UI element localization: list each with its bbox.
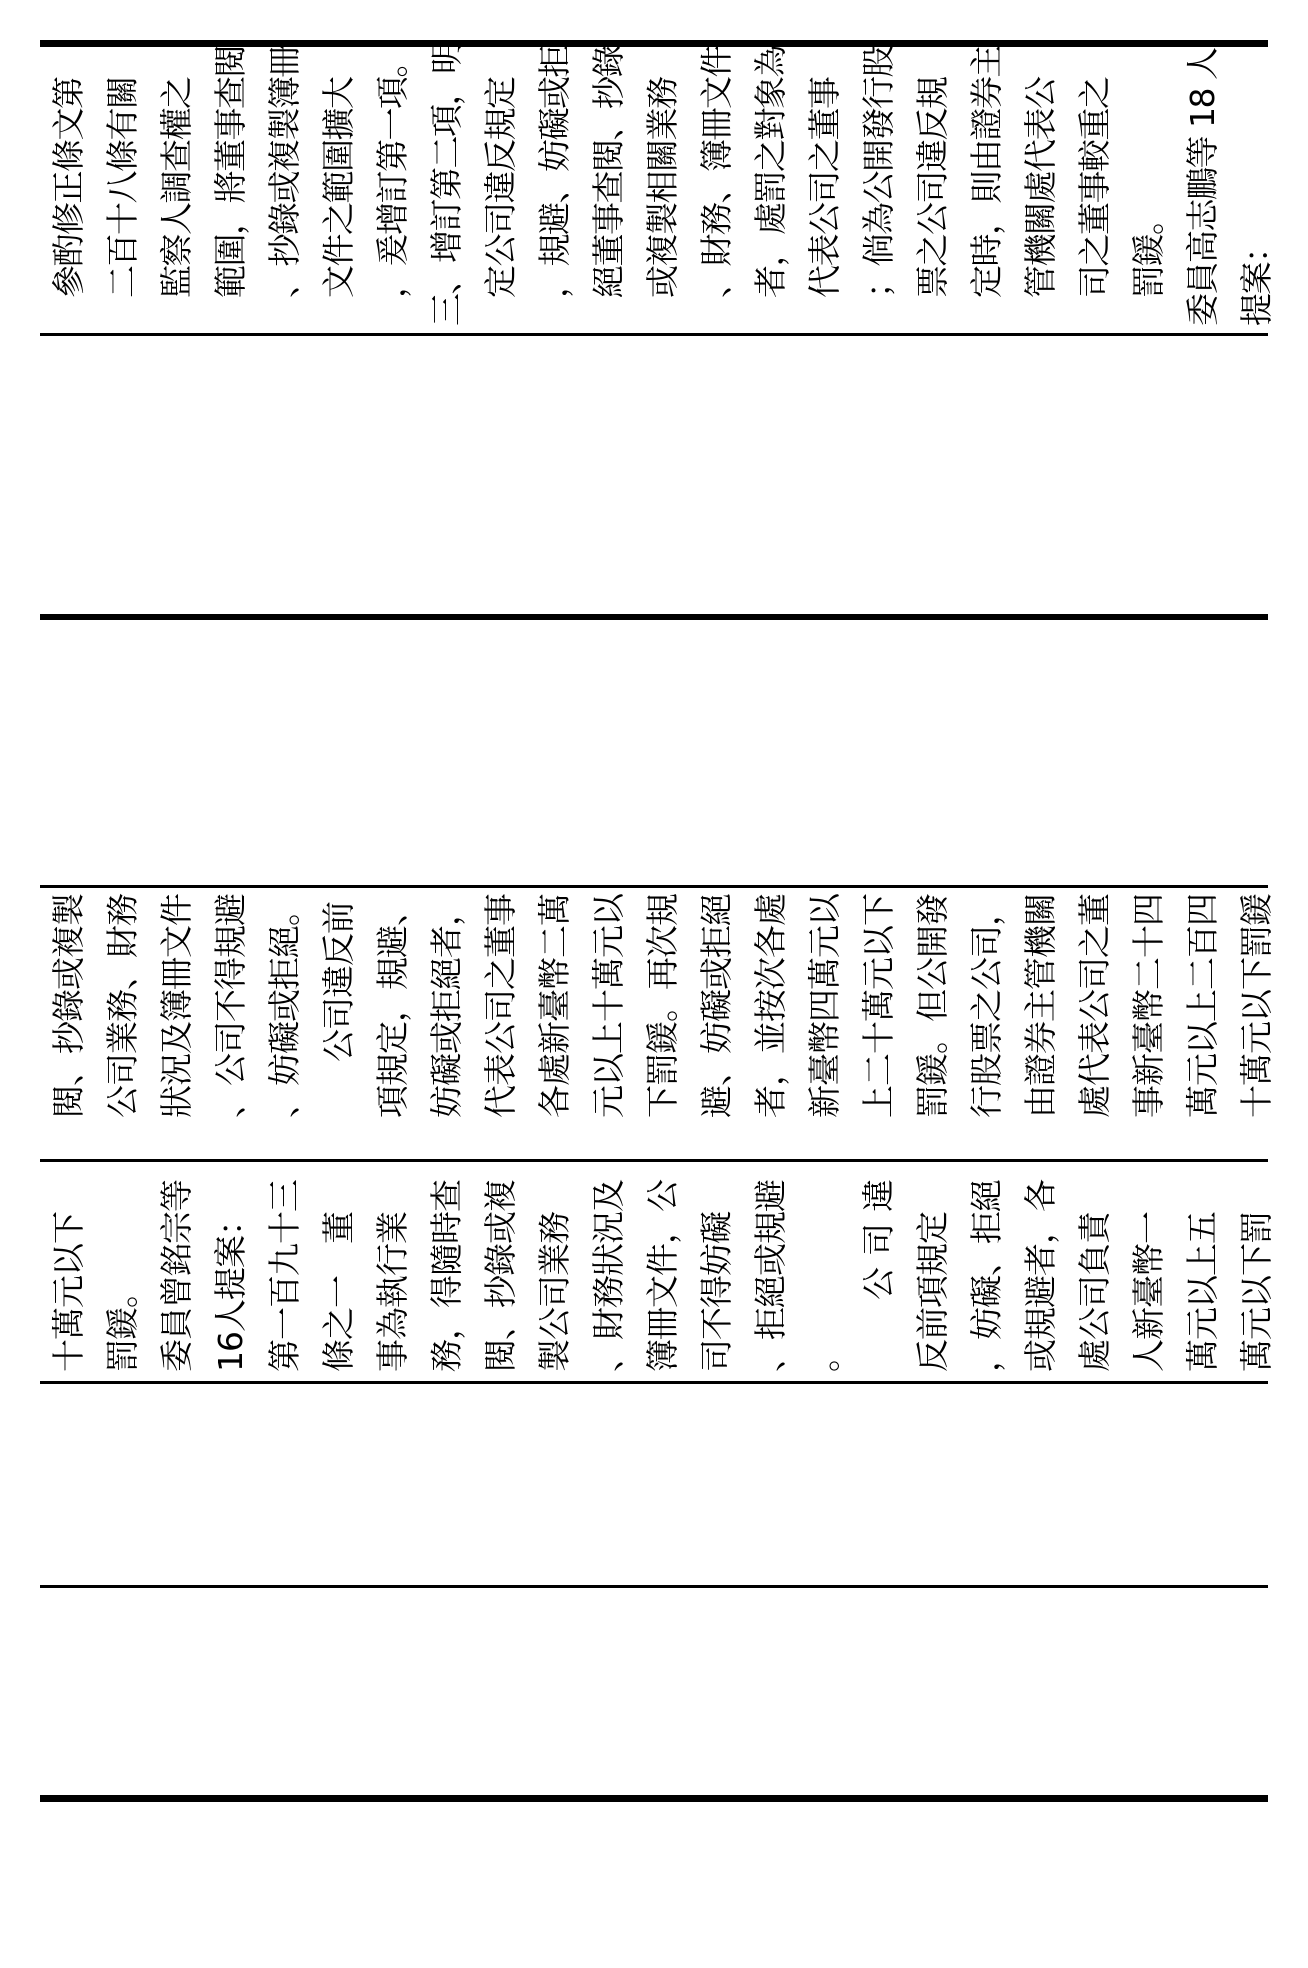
text-line: 上二十萬元以下 <box>859 894 898 1118</box>
table-rule-col-3 <box>40 1159 1268 1162</box>
text-line: ；倘為公開發行股 <box>859 46 898 298</box>
column-explanation <box>42 44 1284 326</box>
text-line: 、財務狀況及 <box>589 1180 628 1372</box>
table-rule-col-1 <box>40 1585 1268 1588</box>
text-line: 項規定，規避、 <box>373 894 412 1118</box>
column-proposal-tseng-ming-tsung <box>42 1166 1284 1372</box>
text-line: 避、妨礙或拒絕 <box>697 894 736 1118</box>
text-line: 製公司業務 <box>535 1212 574 1372</box>
text-line: 代表公司之董事 <box>805 77 844 298</box>
text-line: 罰鍰。但公開發 <box>913 894 952 1118</box>
text-line: 者，處罰之對象為 <box>751 46 790 298</box>
text-line: 處代表公司之董 <box>1075 894 1114 1118</box>
column-proposal-article-text <box>42 892 1284 1118</box>
text-line: 代表公司之董事 <box>481 894 520 1118</box>
text-line: ，規避、妨礙或拒 <box>535 46 574 298</box>
text-line: 16人提案： <box>211 1204 250 1372</box>
text-line: 妨礙或拒絕者， <box>427 894 466 1118</box>
text-line: 三、增訂第二項，明 <box>427 42 466 326</box>
table-rule-col-4 <box>40 885 1268 888</box>
text-line: 委員高志鵬等 18 人 <box>1183 48 1222 326</box>
text-line: 下罰鍰。再次規 <box>643 894 682 1118</box>
text-line: 司不得妨礙 <box>697 1212 736 1372</box>
text-line: 務，得隨時查 <box>427 1180 466 1372</box>
text-line: 公司違反前 <box>319 902 358 1062</box>
text-line: 監察人調查權之 <box>157 77 196 298</box>
text-line: 。 <box>805 1340 844 1372</box>
text-line: 萬元以下罰 <box>1237 1212 1276 1372</box>
text-line: 十萬元以下 <box>49 1212 88 1372</box>
text-line: 各處新臺幣二萬 <box>535 894 574 1118</box>
text-line: 簿冊文件，公 <box>643 1180 682 1372</box>
text-line: 人新臺幣一 <box>1129 1212 1168 1372</box>
text-line: 閱、抄錄或複 <box>481 1180 520 1372</box>
text-line: 文件之範圍擴大 <box>319 77 358 298</box>
text-line: 管機關處代表公 <box>1021 77 1060 298</box>
text-line: 、拒絕或規避 <box>751 1180 790 1372</box>
text-line: 萬元以上二百四 <box>1183 894 1222 1118</box>
text-line: 由證券主管機關 <box>1021 894 1060 1118</box>
text-line: 條之一 董 <box>319 1212 358 1372</box>
text-line: 司之董事較重之 <box>1075 77 1114 298</box>
text-line: 新臺幣四萬元以 <box>805 894 844 1118</box>
text-line: 提案： <box>1237 231 1276 326</box>
text-line: 狀況及簿冊文件 <box>157 894 196 1118</box>
text-line: 事為執行業 <box>373 1212 412 1372</box>
text-line: 票之公司違反規 <box>913 77 952 298</box>
text-line: 公司違 <box>859 1168 898 1300</box>
text-line: 處公司負責 <box>1075 1212 1114 1372</box>
table-rule-middle-thick <box>40 614 1268 620</box>
text-line: 參酌修正條文第 <box>49 77 88 298</box>
text-line: 範圍，將董事查閱 <box>211 46 250 298</box>
text-line: 閱、抄錄或複製 <box>49 894 88 1118</box>
text-line: 事新臺幣二十四 <box>1129 894 1168 1118</box>
text-line: 定時，則由證券主 <box>967 46 1006 298</box>
table-border-left-thick <box>40 1795 1268 1802</box>
text-line: ，妨礙、拒絕 <box>967 1180 1006 1372</box>
table-rule-col-2 <box>40 1381 1268 1384</box>
text-line: ，爰增訂第一項。 <box>373 46 412 298</box>
text-line: 、妨礙或拒絕。 <box>265 894 304 1118</box>
text-line: 行股票之公司， <box>967 894 1006 1118</box>
text-line: 二百十八條有關 <box>103 77 142 298</box>
text-line: 罰鍰。 <box>1129 203 1168 298</box>
text-line: 十萬元以下罰鍰 <box>1237 894 1276 1118</box>
text-line: 元以上十萬元以 <box>589 894 628 1118</box>
text-line: 、抄錄或複製簿冊 <box>265 46 304 298</box>
text-line: 公司業務、財務 <box>103 894 142 1118</box>
text-line: 、公司不得規避 <box>211 894 250 1118</box>
text-line: 萬元以上五 <box>1183 1212 1222 1372</box>
text-line: 罰鍰。 <box>103 1276 142 1372</box>
text-line: 、財務、簿冊文件 <box>697 46 736 298</box>
text-line: 委員曾銘宗等 <box>157 1180 196 1372</box>
text-line: 或規避者，各 <box>1021 1180 1060 1372</box>
text-line: 絕董事查閱、抄錄 <box>589 46 628 298</box>
text-line: 第一百九十三 <box>265 1180 304 1372</box>
text-line: 者，並按次各處 <box>751 894 790 1118</box>
text-line: 反前項規定 <box>913 1212 952 1372</box>
table-rule-col-6 <box>40 333 1268 336</box>
text-line: 或複製相關業務 <box>643 77 682 298</box>
text-line: 定公司違反規定 <box>481 77 520 298</box>
